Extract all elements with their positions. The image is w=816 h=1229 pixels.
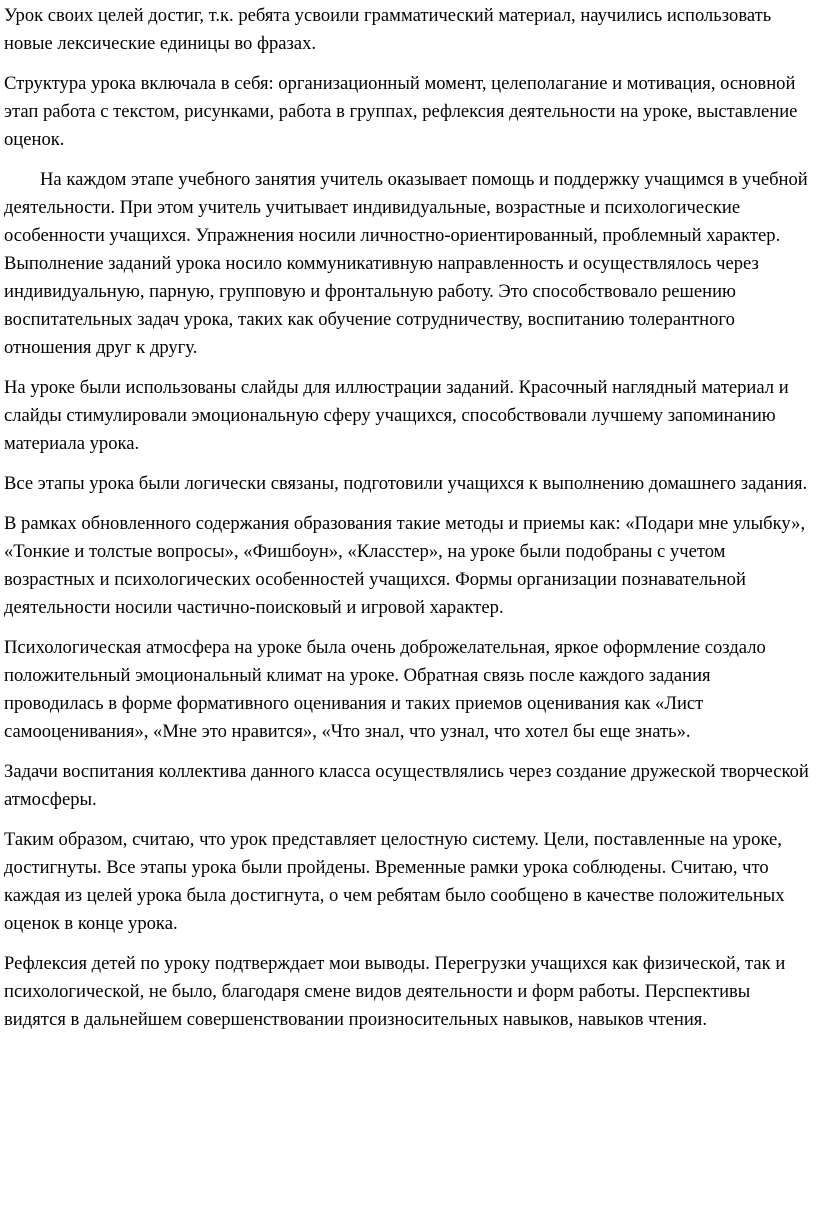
paragraph-methods: В рамках обновленного содержания образования такие методы и приемы как: «Подари мне улыбку», «Тонкие и толстые вопросы», «Фишбоун», «Класстер», на уроке были подобраны с учетом возрастных и психологических особенностей учащихся. Формы организации познавательной деятельности носили частично-поисковый и игровой характер. <box>4 513 806 618</box>
paragraph-reflection: Рефлексия детей по уроку подтверждает мои выводы. Перегрузки учащихся как физической, так и психологической, не было, благодаря смене видов деятельности и форм работы. Перспективы видятся в дальнейшем совершенствовании произносительных навыков, навыков чтения. <box>4 953 786 1030</box>
paragraph-upbringing: Задачи воспитания коллектива данного класса осуществлялись через создание дружеской творческой атмосферы. <box>4 761 809 810</box>
paragraph-slides: На уроке были использованы слайды для иллюстрации заданий. Красочный наглядный материал и слайды стимулировали эмоциональную сферу учащихся, способствовали лучшему запоминанию материала урока. <box>4 377 789 454</box>
paragraph-atmosphere: Психологическая атмосфера на уроке была очень доброжелательная, яркое оформление создало положительный эмоциональный климат на уроке. Обратная связь после каждого задания проводилась в форме формативного оценивания и таких приемов оценивания как «Лист самооценивания», «Мне это нравится», «Что знал, что узнал, что хотел бы еще знать». <box>4 637 766 742</box>
paragraph-teacher-support: На каждом этапе учебного занятия учитель оказывает помощь и поддержку учащимся в учебной деятельности. При этом учитель учитывает индивидуальные, возрастные и психологические особенности учащихся. Упражнения носили личностно-ориентированный, проблемный характер. Выполнение заданий урока носило коммуникативную направленность и осуществлялось через индивидуальную, парную, групповую и фронтальную работу. Это способствовало решению воспитательных задач урока, таких как обучение сотрудничеству, воспитанию толерантного отношения друг к другу. <box>4 169 808 358</box>
paragraph-lesson-goals: Урок своих целей достиг, т.к. ребята усвоили грамматический материал, научились использовать новые лексические единицы во фразах. <box>4 5 772 54</box>
paragraph-conclusion: Таким образом, считаю, что урок представляет целостную систему. Цели, поставленные на уроке, достигнуты. Все этапы урока были пройдены. Временные рамки урока соблюдены. Считаю, что каждая из целей урока была достигнута, о чем ребятам было сообщено в качестве положительных оценок в конце урока. <box>4 829 785 934</box>
paragraph-stages-connected: Все этапы урока были логически связаны, подготовили учащихся к выполнению домашнего задания. <box>4 473 808 494</box>
paragraph-lesson-structure: Структура урока включала в себя: организационный момент, целеполагание и мотивация, основной этап работа с текстом, рисунками, работа в группах, рефлексия деятельности на уроке, выставление оценок. <box>4 73 798 150</box>
